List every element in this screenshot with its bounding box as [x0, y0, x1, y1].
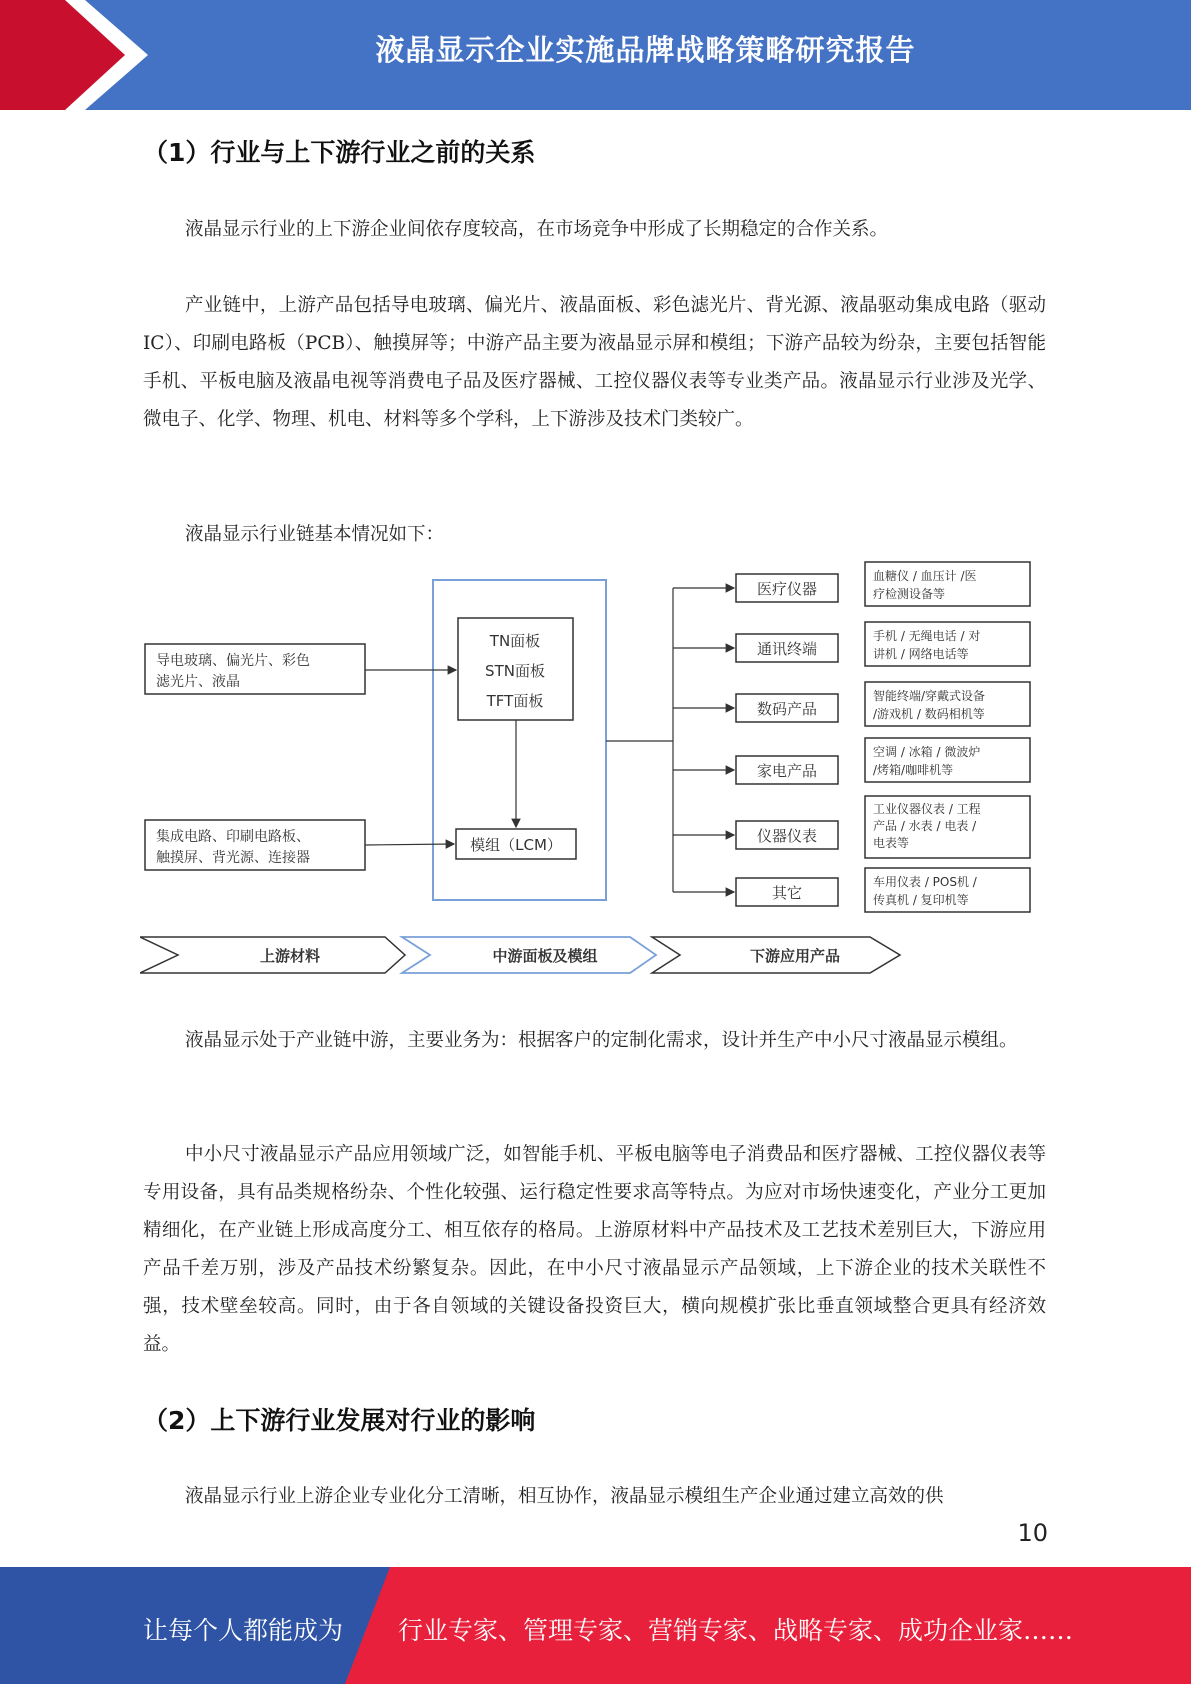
downstream-examples: 血糖仪 / 血压计 /医 [873, 569, 977, 583]
upstream-text: 滤光片、液晶 [156, 674, 240, 690]
paragraph: 液晶显示行业链基本情况如下： [185, 524, 445, 545]
downstream-row [673, 738, 1030, 784]
downstream-category: 医疗仪器 [756, 580, 818, 598]
downstream-examples: 智能终端/穿戴式设备 [873, 689, 986, 703]
page-footer [0, 1567, 1191, 1684]
header-arrow-decoration [0, 0, 160, 110]
industry-chain-diagram [140, 550, 1040, 980]
upstream-text: 集成电路、印刷电路板、 [156, 829, 310, 845]
downstream-examples: 手机 / 无绳电话 / 对 [873, 629, 981, 643]
downstream-category: 其它 [771, 884, 803, 902]
paragraph: 液晶显示处于产业链中游，主要业务为：根据客户的定制化需求，设计并生产中小尺寸液晶显示模组。 [185, 1030, 1018, 1051]
downstream-category: 通讯终端 [756, 640, 818, 658]
downstream-row [673, 562, 1030, 606]
section-2-heading: （2）上下游行业发展对行业的影响 [143, 1406, 536, 1435]
downstream-row [673, 796, 1030, 858]
stage-chevron [140, 937, 405, 973]
downstream-row [673, 682, 1030, 726]
footer-slogan-right: 行业专家、管理专家、营销专家、战略专家、成功企业家…… [398, 1616, 1074, 1645]
panels-box [458, 618, 573, 720]
stage-chevron [402, 937, 656, 973]
module-box [456, 829, 576, 859]
page-header [0, 0, 1191, 110]
stage-label: 下游应用产品 [749, 947, 841, 965]
panel-label: TN面板 [489, 632, 541, 650]
downstream-examples: 疗检测设备等 [873, 587, 946, 601]
downstream-examples: 讲机 / 网络电话等 [873, 647, 969, 661]
downstream-category: 数码产品 [756, 700, 818, 718]
downstream-examples: 电表等 [873, 836, 910, 850]
page-number: 10 [1017, 1519, 1048, 1547]
flow-arrow [365, 844, 454, 845]
downstream-examples: 产品 / 水表 / 电表 / [873, 819, 977, 833]
paragraph: 中小尺寸液晶显示产品应用领域广泛，如智能手机、平板电脑等电子消费品和医疗器械、工控仪器仪表等专用设备，具有品类规格纷杂、个性化较强、运行稳定性要求高等特点。为应对市场快速变化，产业分工更加精细化，在产业链上形成高度分工、相互依存的格局。上游原材料中产品技术及工艺技术差别巨大，下游应用产品千差万别，涉及产品技术纷繁复杂。因此，在中小尺寸液晶显示产品领域，上下游企业的技术关联性不强，技术壁垒较高。同时，由于各自领域的关键设备投资巨大，横向规模扩张比垂直领域整合更具有经济效益。 [143, 1144, 1046, 1355]
paragraph: 产业链中，上游产品包括导电玻璃、偏光片、液晶面板、彩色滤光片、背光源、液晶驱动集成电路（驱动 IC）、印刷电路板（PCB）、触摸屏等；中游产品主要为液晶显示屏和模组；下游产品较为纷杂，主要包括智能手机、平板电脑及液晶电视等消费电子品及医疗器械、工控仪器仪表等专业类产品。液晶显示行业涉及光学、微电子、化学、物理、机电、材料等多个学科，上下游涉及技术门类较广。 [143, 295, 1065, 430]
paragraph: 液晶显示行业上游企业专业化分工清晰，相互协作，液晶显示模组生产企业通过建立高效的供 [185, 1486, 944, 1507]
downstream-examples: 工业仪器仪表 / 工程 [873, 802, 981, 816]
downstream-row [673, 868, 1030, 912]
upstream-text: 触摸屏、背光源、连接器 [156, 850, 310, 866]
downstream-category: 家电产品 [756, 762, 818, 780]
upstream-box [145, 644, 365, 694]
upstream-text: 导电玻璃、偏光片、彩色 [156, 653, 310, 669]
stage-label: 中游面板及模组 [492, 947, 598, 965]
upstream-box [145, 820, 365, 870]
panel-label: STN面板 [485, 662, 545, 680]
report-title: 液晶显示企业实施品牌战略策略研究报告 [375, 33, 916, 67]
panel-label: TFT面板 [486, 692, 544, 710]
downstream-examples: 传真机 / 复印机等 [873, 893, 969, 907]
footer-slogan-left: 让每个人都能成为 [143, 1616, 344, 1645]
section-1-heading: （1）行业与上下游行业之前的关系 [143, 138, 536, 167]
downstream-row [673, 622, 1030, 666]
downstream-examples: /烤箱/咖啡机等 [873, 763, 954, 777]
downstream-examples: 车用仪表 / POS机 / [873, 875, 977, 889]
downstream-examples: /游戏机 / 数码相机等 [873, 707, 985, 721]
downstream-category: 仪器仪表 [756, 827, 818, 845]
stage-label: 上游材料 [259, 947, 321, 965]
stage-chevron [652, 937, 900, 973]
module-label: 模组（LCM） [470, 836, 562, 854]
downstream-examples: 空调 / 冰箱 / 微波炉 [873, 745, 981, 759]
paragraph: 液晶显示行业的上下游企业间依存度较高，在市场竞争中形成了长期稳定的合作关系。 [185, 219, 889, 240]
